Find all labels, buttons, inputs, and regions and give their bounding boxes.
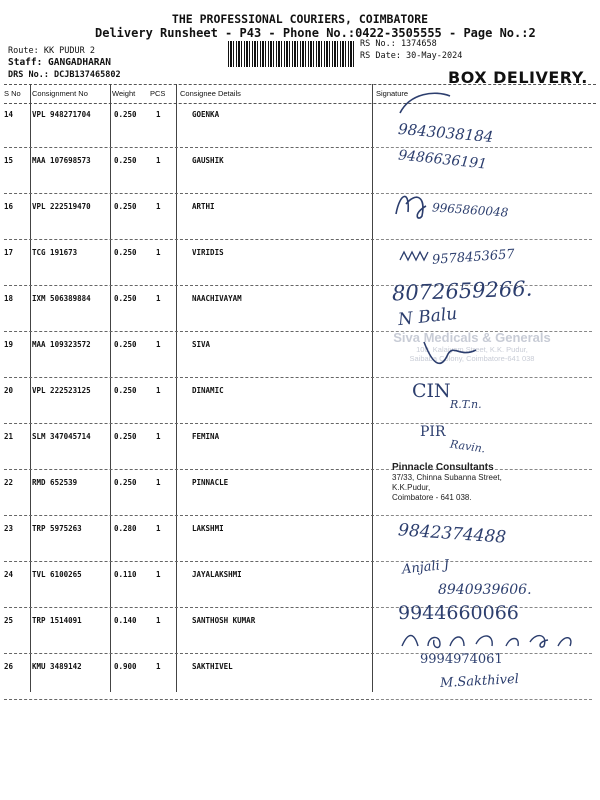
weight-value: 0.250 xyxy=(114,156,137,165)
runsheet-subtitle: Delivery Runsheet - P43 - Phone No.:0422-3505555 - Page No.:2 xyxy=(95,26,536,40)
consignee-name: SANTHOSH KUMAR xyxy=(192,616,256,625)
consignment-number: SLM 347045714 xyxy=(32,432,91,441)
pinnacle-address: K.K.Pudur, xyxy=(392,483,431,492)
pieces-count: 1 xyxy=(156,340,161,349)
consignee-name: NAACHIVAYAM xyxy=(192,294,242,303)
serial-number: 20 xyxy=(4,386,14,395)
weight-value: 0.250 xyxy=(114,110,137,119)
serial-number: 25 xyxy=(4,616,14,625)
signature-scribble-16 xyxy=(392,188,432,222)
consignee-name: ARTHI xyxy=(192,202,215,211)
pinnacle-name: Pinnacle Consultants xyxy=(392,462,494,473)
weight-value: 0.250 xyxy=(114,478,137,487)
staff-label: Staff: GANGADHARAN xyxy=(8,57,111,68)
pieces-count: 1 xyxy=(156,616,161,625)
pinnacle-stamp xyxy=(392,462,502,503)
consignee-name: VIRIDIS xyxy=(192,248,224,257)
signature-name-21: Ravin. xyxy=(449,437,487,456)
weight-value: 0.250 xyxy=(114,386,137,395)
signature-phone-26: 9994974061 xyxy=(420,652,503,667)
col-signature: Signature xyxy=(376,89,409,98)
serial-number: 24 xyxy=(4,570,14,579)
weight-value: 0.140 xyxy=(114,616,137,625)
signature-mark-20: CIN xyxy=(412,380,451,402)
signature-phone-24: 8940939606. xyxy=(438,582,532,598)
signature-name-18: N Balu xyxy=(397,303,459,331)
consignment-number: VPL 948271704 xyxy=(32,110,91,119)
barcode xyxy=(228,41,356,67)
signature-name-20: R.T.n. xyxy=(450,398,482,411)
col-consignee: Consignee Details xyxy=(180,89,241,98)
consignment-number: MAA 107698573 xyxy=(32,156,91,165)
company-title: THE PROFESSIONAL COURIERS, COIMBATORE xyxy=(171,12,429,26)
table-row xyxy=(4,148,596,194)
weight-value: 0.250 xyxy=(114,340,137,349)
consignee-name: SAKTHIVEL xyxy=(192,662,233,671)
signature-phone-25: 9944660066 xyxy=(398,602,519,624)
consignment-number: MAA 109323572 xyxy=(32,340,91,349)
signature-phone-23: 9842374488 xyxy=(397,520,507,548)
weight-value: 0.900 xyxy=(114,662,137,671)
signature-tamil-25 xyxy=(398,628,578,652)
rs-date: RS Date: 30-May-2024 xyxy=(360,51,463,61)
table-row xyxy=(4,102,596,148)
consignment-number: IXM 506389884 xyxy=(32,294,91,303)
signature-scribble-19 xyxy=(420,338,480,370)
weight-value: 0.250 xyxy=(114,248,137,257)
serial-number: 15 xyxy=(4,156,14,165)
consignee-name: FEMINA xyxy=(192,432,220,441)
consignee-name: LAKSHMI xyxy=(192,524,224,533)
table-header xyxy=(4,84,596,104)
signature-scribble-17 xyxy=(398,248,430,264)
pieces-count: 1 xyxy=(156,432,161,441)
col-consignment: Consignment No xyxy=(32,89,88,98)
col-sno: S No xyxy=(4,89,21,98)
serial-number: 14 xyxy=(4,110,14,119)
serial-number: 19 xyxy=(4,340,14,349)
col-weight: Weight xyxy=(112,89,136,98)
serial-number: 18 xyxy=(4,294,14,303)
pieces-count: 1 xyxy=(156,570,161,579)
siva-stamp-address: Saibaba Colony, Coimbatore-641 038 xyxy=(409,354,535,363)
table-row xyxy=(4,424,596,470)
siva-stamp-name: Siva Medicals & Generals xyxy=(393,330,551,345)
pieces-count: 1 xyxy=(156,156,161,165)
table-row xyxy=(4,378,596,424)
signature-phone-15: 9486636191 xyxy=(397,147,488,173)
pieces-count: 1 xyxy=(156,478,161,487)
col-pcs: PCS xyxy=(150,89,166,98)
rs-number: RS No.: 1374658 xyxy=(360,39,437,49)
pieces-count: 1 xyxy=(156,386,161,395)
consignee-name: PINNACLE xyxy=(192,478,229,487)
pieces-count: 1 xyxy=(156,248,161,257)
consignee-name: JAYALAKSHMI xyxy=(192,570,242,579)
pieces-count: 1 xyxy=(156,202,161,211)
weight-value: 0.250 xyxy=(114,432,137,441)
pinnacle-address: 37/33, Chinna Subanna Street, xyxy=(392,473,502,482)
consignee-name: SIVA xyxy=(192,340,211,349)
signature-phone-17: 9578453657 xyxy=(431,247,516,268)
signature-mark-21: PIR xyxy=(420,424,446,440)
serial-number: 17 xyxy=(4,248,14,257)
pieces-count: 1 xyxy=(156,524,161,533)
consignee-name: GAUSHIK xyxy=(192,156,224,165)
pinnacle-address: Coimbatore - 641 038. xyxy=(392,493,472,502)
siva-stamp-address: 100, Kalaiyam Street, K.K. Pudur, xyxy=(416,345,528,354)
signature-phone-14: 9843038184 xyxy=(397,119,495,147)
consignment-number: VPL 222519470 xyxy=(32,202,91,211)
signature-phone-16: 9965860048 xyxy=(431,200,509,220)
weight-value: 0.280 xyxy=(114,524,137,533)
consignment-number: TVL 6100265 xyxy=(32,570,82,579)
consignee-name: GOENKA xyxy=(192,110,220,119)
pieces-count: 1 xyxy=(156,110,161,119)
route-label: Route: KK PUDUR 2 xyxy=(8,46,95,56)
serial-number: 26 xyxy=(4,662,14,671)
weight-value: 0.250 xyxy=(114,202,137,211)
signature-name-24: Anjali J xyxy=(401,557,450,578)
row-divider xyxy=(4,699,374,700)
pieces-count: 1 xyxy=(156,662,161,671)
table-row xyxy=(4,470,596,516)
consignment-number: RMD 652539 xyxy=(32,478,78,487)
consignment-number: KMU 3489142 xyxy=(32,662,82,671)
pieces-count: 1 xyxy=(156,294,161,303)
serial-number: 22 xyxy=(4,478,14,487)
serial-number: 16 xyxy=(4,202,14,211)
signature-phone-18: 8072659266. xyxy=(391,276,533,306)
signature-scribble-14 xyxy=(380,88,460,118)
consignment-number: VPL 222523125 xyxy=(32,386,91,395)
weight-value: 0.250 xyxy=(114,294,137,303)
drs-number: DRS No.: DCJB137465802 xyxy=(8,70,121,80)
consignment-number: TCG 191673 xyxy=(32,248,78,257)
table-row xyxy=(4,516,596,562)
signature-name-26: M.Sakthivel xyxy=(439,671,520,692)
weight-value: 0.110 xyxy=(114,570,137,579)
consignment-number: TRP 5975263 xyxy=(32,524,82,533)
consignee-name: DINAMIC xyxy=(192,386,224,395)
serial-number: 21 xyxy=(4,432,14,441)
row-divider xyxy=(376,699,592,700)
consignment-number: TRP 1514091 xyxy=(32,616,82,625)
box-delivery-stamp: BOX DELIVERY. xyxy=(448,68,588,87)
serial-number: 23 xyxy=(4,524,14,533)
